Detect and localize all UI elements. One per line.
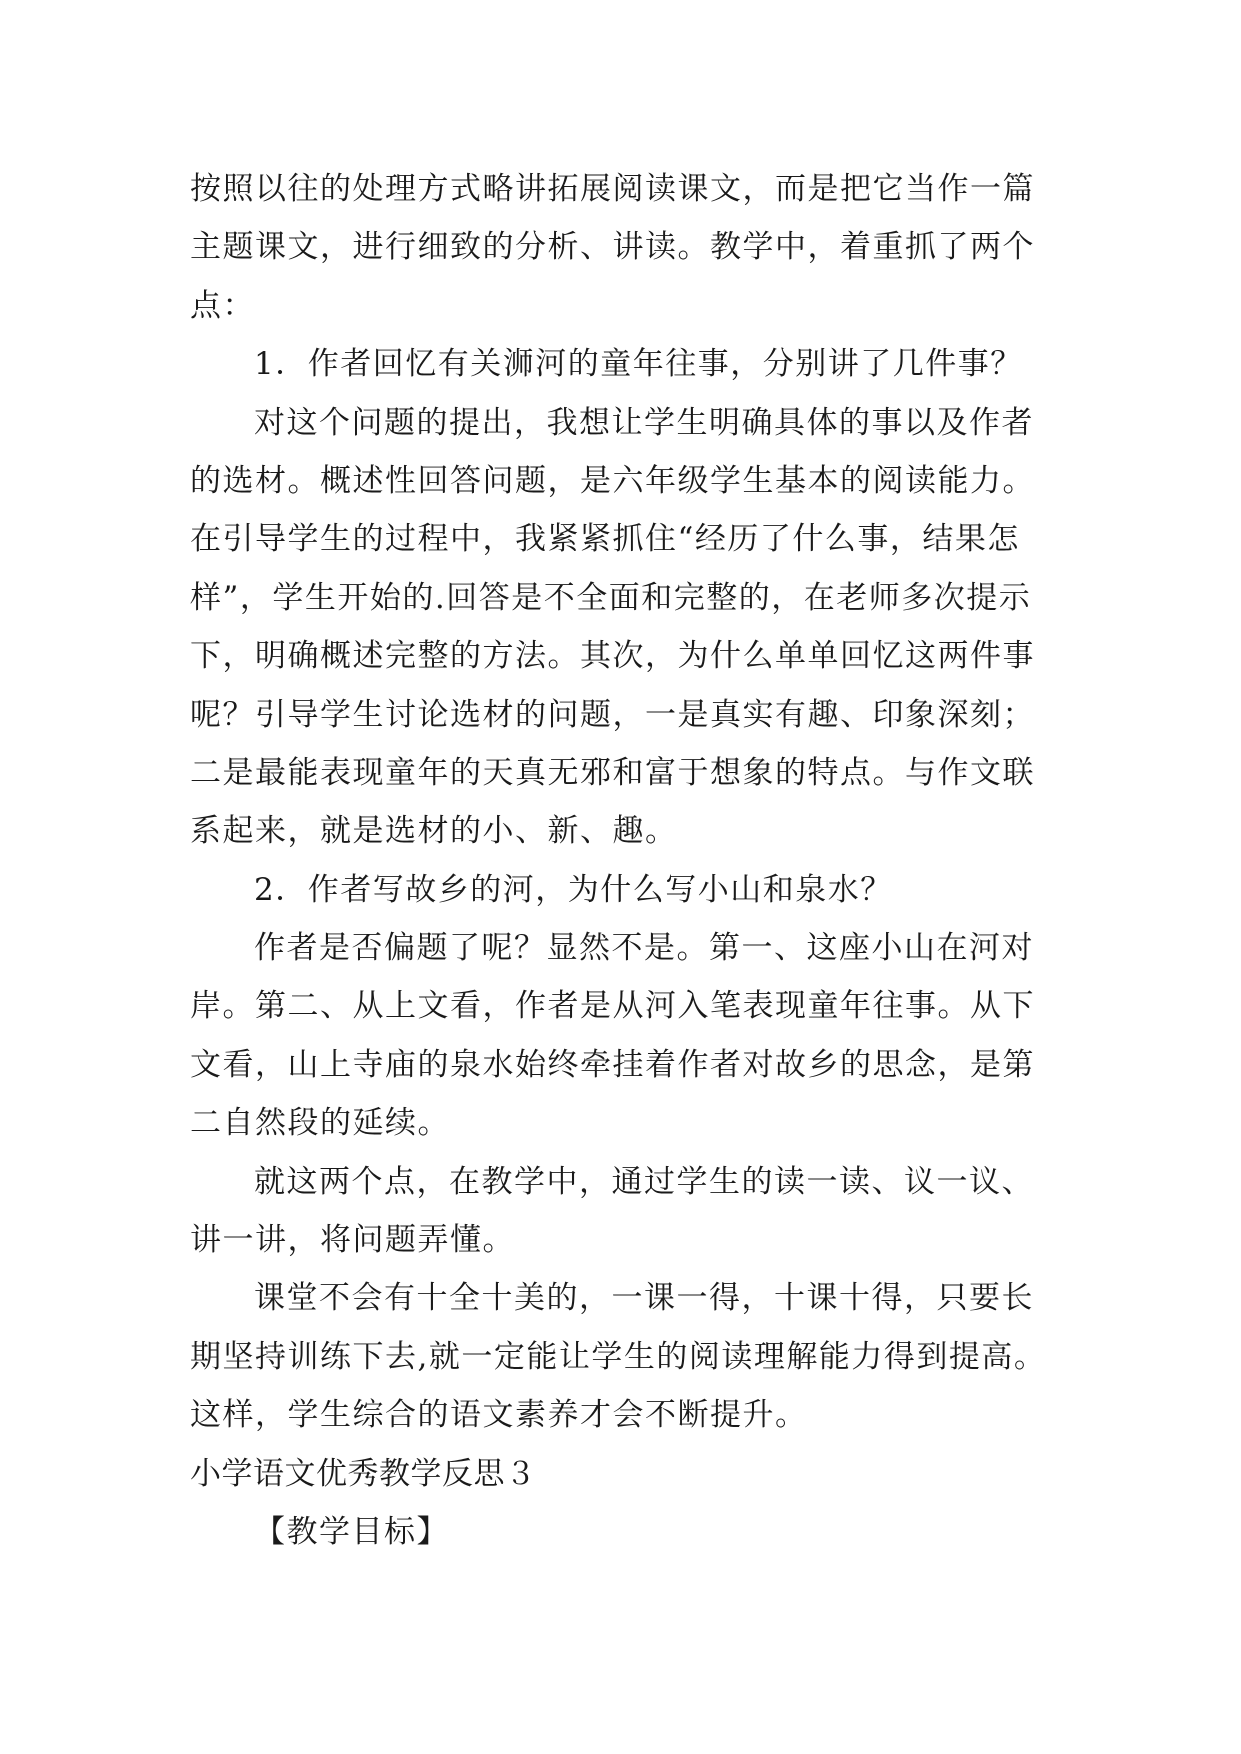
text-line: 的选材。概述性回答问题，是六年级学生基本的阅读能力。 <box>190 462 1035 499</box>
text-line: 呢？引导学生讨论选材的问题，一是真实有趣、印象深刻； <box>190 696 1035 733</box>
text-line: 这样，学生综合的语文素养才会不断提升。 <box>190 1397 808 1434</box>
text-line: 对这个问题的提出，我想让学生明确具体的事以及作者 <box>254 404 1034 441</box>
document-page <box>190 160 1060 1561</box>
text-line: 系起来，就是选材的小、新、趣。 <box>190 813 678 850</box>
text-line: 二自然段的延续。 <box>190 1105 450 1142</box>
text-line: 按照以往的处理方式略讲拓展阅读课文，而是把它当作一篇 <box>190 171 1035 207</box>
text-line: 主题课文，进行细致的分析、讲读。教学中，着重抓了两个 <box>190 229 1035 266</box>
text-line: 文看，山上寺庙的泉水始终牵挂着作者对故乡的思念，是第 <box>190 1046 1035 1083</box>
text-line: 课堂不会有十全十美的，一课一得，十课十得，只要长 <box>254 1280 1034 1317</box>
section-subheading: 【教学目标】 <box>254 1513 449 1550</box>
text-line: 样”，学生开始的.回答是不全面和完整的，在老师多次提示 <box>190 579 1032 616</box>
question-heading-1: 1．作者回忆有关浉河的童年往事，分别讲了几件事？ <box>254 346 1023 383</box>
text-line: 期坚持训练下去,就一定能让学生的阅读理解能力得到提高。 <box>190 1338 1047 1375</box>
text-line: 就这两个点，在教学中，通过学生的读一读、议一议、 <box>254 1163 1034 1200</box>
text-line: 作者是否偏题了呢？显然不是。第一、这座小山在河对 <box>254 930 1034 967</box>
text-line: 二是最能表现童年的天真无邪和富于想象的特点。与作文联 <box>190 754 1035 791</box>
question-heading-2: 2．作者写故乡的河，为什么写小山和泉水？ <box>254 871 893 908</box>
text-line: 在引导学生的过程中，我紧紧抓住“经历了什么事，结果怎 <box>190 521 1020 558</box>
section-title: 小学语文优秀教学反思３ <box>190 1455 537 1492</box>
text-line: 点： <box>190 287 255 324</box>
text-line: 下，明确概述完整的方法。其次，为什么单单回忆这两件事 <box>190 638 1035 675</box>
text-line: 讲一讲，将问题弄懂。 <box>190 1222 515 1259</box>
text-line: 岸。第二、从上文看，作者是从河入笔表现童年往事。从下 <box>190 988 1035 1025</box>
